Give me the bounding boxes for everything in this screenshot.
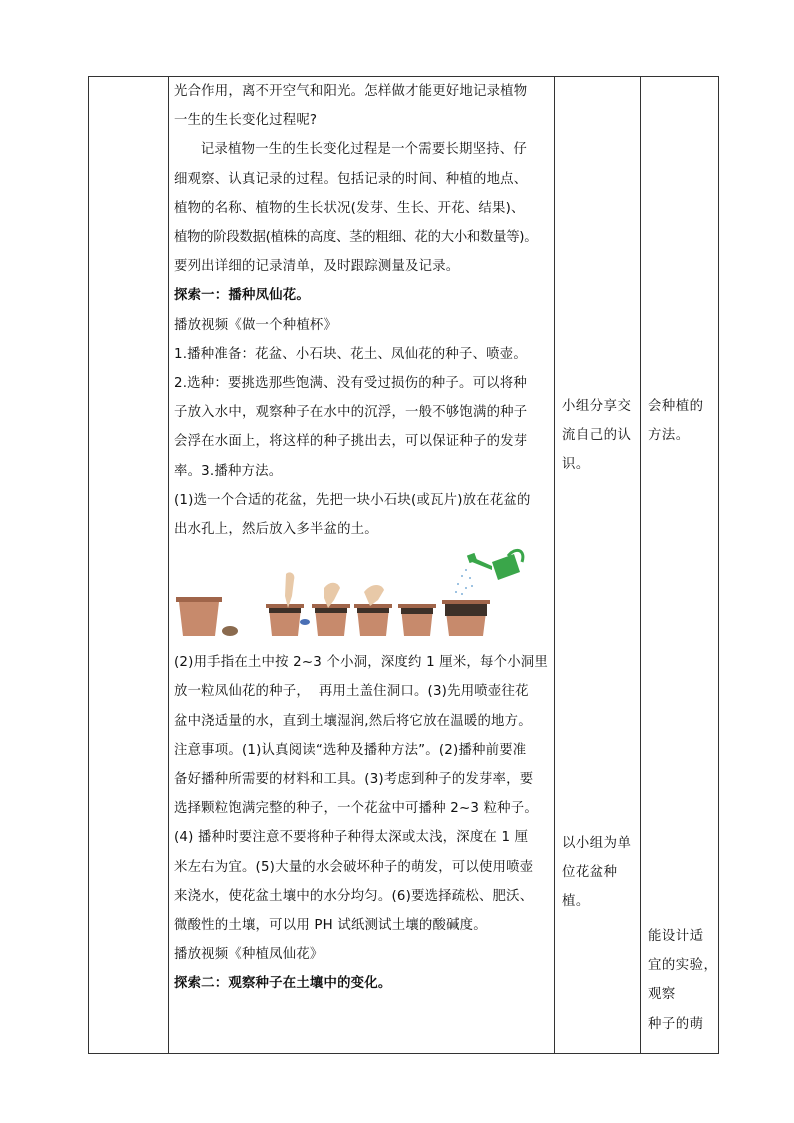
soil-pot	[398, 604, 436, 636]
text-line: (2)用手指在土中按 2~3 个小洞，深度约 1 厘米，每个小洞里	[174, 655, 548, 671]
pot-with-hand	[354, 585, 392, 636]
text-line: 选择颗粒饱满完整的种子，一个花盆中可播种 2~3 粒种子。	[174, 801, 538, 817]
watered-pot	[442, 600, 490, 636]
text-line: 子放入水中，观察种子在水中的沉浮，一般不够饱满的种子	[174, 405, 528, 421]
text-line: 宜的实验，	[648, 958, 718, 974]
text-line: 种子的萌	[648, 1016, 704, 1032]
text-line: 小组分享交	[562, 399, 632, 414]
text-line: (4) 播种时要注意不要将种子种得太深或太浅，深度在 1 厘	[174, 830, 529, 846]
text-line: 流自己的认	[562, 428, 632, 444]
text-line: 识。	[562, 457, 590, 473]
text-line: 注意事项。(1)认真阅读“选种及播种方法”。(2)播种前要准	[174, 742, 527, 758]
design-intent-cell	[641, 77, 719, 1054]
intent-note-2	[648, 922, 717, 1039]
text-line: 细观察、认真记录的过程。包括记录的时间、种植的地点、	[174, 171, 528, 187]
text-line: 放一粒凤仙花的种子， 再用土盖住洞口。(3)先用喷壶往花	[174, 684, 529, 700]
planting-steps-illustration	[174, 544, 550, 648]
text-line: (1)选一个合适的花盆，先把一块小石块(或瓦片)放在花盆的	[174, 492, 531, 508]
text-line: 以小组为单	[562, 836, 632, 851]
empty-pot	[176, 597, 222, 636]
lesson-table	[88, 76, 719, 1054]
text-line: 米左右为宜。(5)大量的水会破坏种子的萌发，可以使用喷壶	[174, 859, 534, 875]
text-line: 会浮在水面上，将这样的种子挑出去，可以保证种子的发芽	[174, 434, 528, 450]
watering-can-icon	[455, 551, 523, 596]
pot-with-hand	[266, 573, 304, 637]
text-line: 来浇水，使花盆土壤中的水分均匀。(6)要选择疏松、肥沃、	[174, 888, 534, 904]
intent-note-1	[648, 392, 704, 450]
text-line: 位花盆种植。	[562, 865, 618, 910]
explore-two-heading: 探索二：观察种子在土壤中的变化。	[174, 976, 392, 992]
text-line: 会种植的	[648, 399, 704, 414]
text-line: 盆中浇适量的水，直到土壤湿润,然后将它放在温暖的地方。	[174, 713, 532, 729]
text-line: 一生的生长变化过程呢?	[174, 113, 318, 129]
text-line: 植物的阶段数据(植株的高度、茎的粗细、花的大小和数量等)。	[174, 230, 538, 246]
content-cell	[169, 77, 555, 1054]
activity-note-1	[562, 392, 631, 480]
text-line: 记录植物一生的生长变化过程是一个需要长期坚持、仔	[200, 142, 527, 158]
video-title: 播放视频《种植凤仙花》	[174, 947, 324, 963]
text-line: 微酸性的土壤，可以用 PH 试纸测试土壤的酸碱度。	[174, 918, 487, 934]
video-title: 播放视频《做一个种植杯》	[174, 317, 338, 333]
explore-one-heading: 探索一：播种凤仙花。	[174, 288, 310, 304]
text-line: 观察	[648, 987, 676, 1003]
student-activity-cell	[555, 77, 641, 1054]
text-line: 植物的名称、植物的生长状况(发芽、生长、开花、结果)、	[174, 200, 525, 216]
text-line: 备好播种所需要的材料和工具。(3)考虑到种子的发芽率，要	[174, 772, 534, 788]
text-line: 1.播种准备：花盆、小石块、花土、凤仙花的种子、喷壶。	[174, 346, 527, 362]
text-line: 率。3.播种方法。	[174, 463, 283, 479]
text-line: 光合作用，离不开空气和阳光。怎样做才能更好地记录植物	[174, 84, 528, 99]
stone-icon	[222, 626, 238, 636]
column-1-cell	[89, 77, 169, 1054]
text-line: 2.选种：要挑选那些饱满、没有受过损伤的种子。可以将种	[174, 376, 527, 392]
text-line: 能设计适	[648, 929, 704, 944]
pot-with-hand	[312, 583, 350, 636]
activity-note-2	[562, 829, 640, 917]
seed-icon	[300, 619, 310, 625]
text-line: 方法。	[648, 428, 690, 444]
text-line: 出水孔上，然后放入多半盆的土。	[174, 522, 378, 538]
text-line: 要列出详细的记录清单，及时跟踪测量及记录。	[174, 259, 460, 275]
